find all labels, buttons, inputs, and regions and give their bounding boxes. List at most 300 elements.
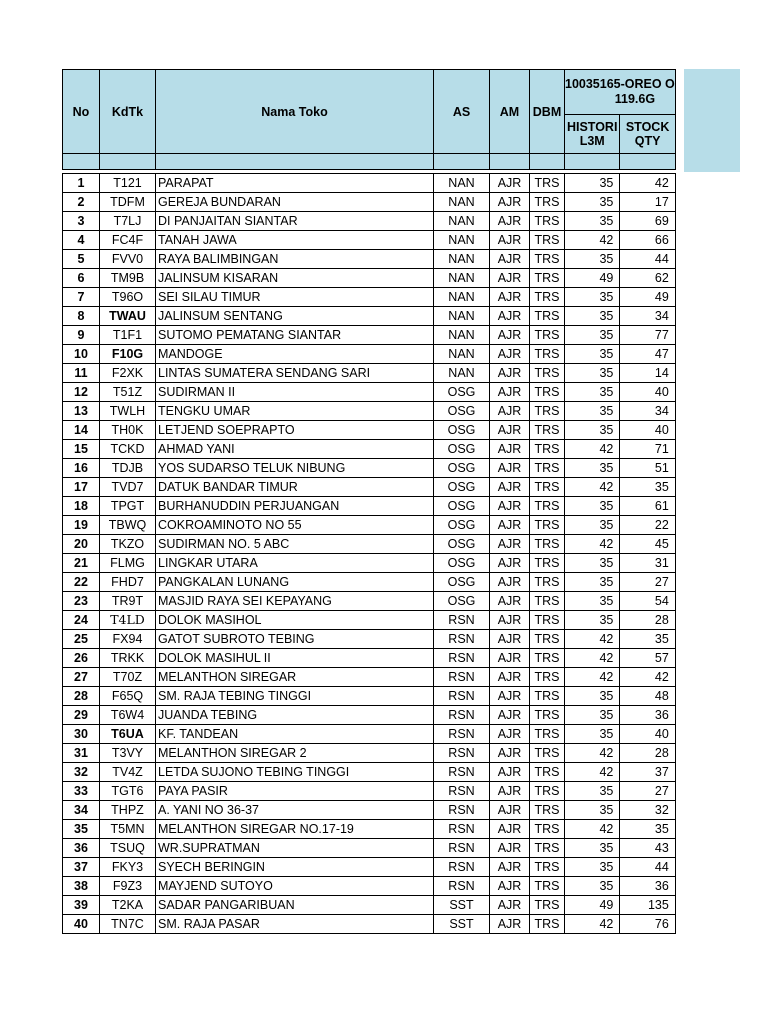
- row-number-cell[interactable]: 13: [63, 402, 100, 421]
- store-name-cell[interactable]: WR.SUPRATMAN: [156, 839, 434, 858]
- stock-qty-cell[interactable]: 22: [620, 516, 675, 535]
- store-code-cell[interactable]: TVD7: [100, 478, 156, 497]
- histori-l3m-cell[interactable]: 42: [565, 649, 620, 668]
- store-code-cell[interactable]: T6W4: [100, 706, 156, 725]
- stock-qty-cell[interactable]: 61: [620, 497, 675, 516]
- stock-qty-cell[interactable]: 42: [620, 668, 675, 687]
- dbm-cell[interactable]: TRS: [530, 858, 565, 877]
- store-code-cell[interactable]: TBWQ: [100, 516, 156, 535]
- store-name-cell[interactable]: SUDIRMAN NO. 5 ABC: [156, 535, 434, 554]
- as-cell[interactable]: RSN: [434, 649, 490, 668]
- store-code-cell[interactable]: T5MN: [100, 820, 156, 839]
- dbm-cell[interactable]: TRS: [530, 535, 565, 554]
- row-number-cell[interactable]: 21: [63, 554, 100, 573]
- row-number-cell[interactable]: 27: [63, 668, 100, 687]
- as-cell[interactable]: RSN: [434, 801, 490, 820]
- table-row[interactable]: [63, 231, 676, 250]
- row-number-cell[interactable]: 7: [63, 288, 100, 307]
- stock-qty-cell[interactable]: 43: [620, 839, 675, 858]
- am-cell[interactable]: AJR: [490, 668, 530, 687]
- dbm-cell[interactable]: TRS: [530, 839, 565, 858]
- stock-qty-cell[interactable]: 28: [620, 744, 675, 763]
- stock-qty-cell[interactable]: 35: [620, 478, 675, 497]
- as-cell[interactable]: RSN: [434, 782, 490, 801]
- store-code-cell[interactable]: TDJB: [100, 459, 156, 478]
- store-code-cell[interactable]: TKZO: [100, 535, 156, 554]
- histori-l3m-cell[interactable]: 35: [565, 839, 620, 858]
- am-cell[interactable]: AJR: [490, 345, 530, 364]
- dbm-cell[interactable]: TRS: [530, 668, 565, 687]
- stock-qty-cell[interactable]: 42: [620, 174, 675, 193]
- as-cell[interactable]: NAN: [434, 288, 490, 307]
- table-row[interactable]: [63, 516, 676, 535]
- as-cell[interactable]: RSN: [434, 668, 490, 687]
- dbm-cell[interactable]: TRS: [530, 782, 565, 801]
- row-number-cell[interactable]: 6: [63, 269, 100, 288]
- stock-qty-cell[interactable]: 28: [620, 611, 675, 630]
- as-cell[interactable]: NAN: [434, 250, 490, 269]
- am-cell[interactable]: AJR: [490, 326, 530, 345]
- as-cell[interactable]: RSN: [434, 725, 490, 744]
- dbm-cell[interactable]: TRS: [530, 402, 565, 421]
- store-code-cell[interactable]: FHD7: [100, 573, 156, 592]
- dbm-cell[interactable]: TRS: [530, 421, 565, 440]
- table-row[interactable]: [63, 573, 676, 592]
- as-cell[interactable]: NAN: [434, 269, 490, 288]
- store-name-cell[interactable]: TENGKU UMAR: [156, 402, 434, 421]
- table-row[interactable]: [63, 896, 676, 915]
- row-number-cell[interactable]: 28: [63, 687, 100, 706]
- am-cell[interactable]: AJR: [490, 820, 530, 839]
- stock-qty-cell[interactable]: 32: [620, 801, 675, 820]
- as-cell[interactable]: NAN: [434, 326, 490, 345]
- as-cell[interactable]: NAN: [434, 174, 490, 193]
- as-cell[interactable]: RSN: [434, 744, 490, 763]
- stock-qty-cell[interactable]: 76: [620, 915, 675, 934]
- as-cell[interactable]: OSG: [434, 516, 490, 535]
- stock-qty-cell[interactable]: 17: [620, 193, 675, 212]
- am-cell[interactable]: AJR: [490, 288, 530, 307]
- dbm-cell[interactable]: TRS: [530, 877, 565, 896]
- table-row[interactable]: [63, 744, 676, 763]
- store-name-cell[interactable]: DOLOK MASIHUL II: [156, 649, 434, 668]
- dbm-cell[interactable]: TRS: [530, 554, 565, 573]
- row-number-cell[interactable]: 33: [63, 782, 100, 801]
- am-cell[interactable]: AJR: [490, 915, 530, 934]
- as-cell[interactable]: RSN: [434, 630, 490, 649]
- histori-l3m-cell[interactable]: 35: [565, 193, 620, 212]
- stock-qty-cell[interactable]: 35: [620, 820, 675, 839]
- store-code-cell[interactable]: TWLH: [100, 402, 156, 421]
- dbm-cell[interactable]: TRS: [530, 611, 565, 630]
- stock-qty-cell[interactable]: 49: [620, 288, 675, 307]
- as-cell[interactable]: RSN: [434, 706, 490, 725]
- store-name-cell[interactable]: JUANDA TEBING: [156, 706, 434, 725]
- dbm-cell[interactable]: TRS: [530, 516, 565, 535]
- dbm-cell[interactable]: TRS: [530, 497, 565, 516]
- row-number-cell[interactable]: 25: [63, 630, 100, 649]
- as-cell[interactable]: SST: [434, 896, 490, 915]
- store-code-cell[interactable]: FKY3: [100, 858, 156, 877]
- row-number-cell[interactable]: 1: [63, 174, 100, 193]
- stock-qty-cell[interactable]: 45: [620, 535, 675, 554]
- histori-l3m-cell[interactable]: 35: [565, 326, 620, 345]
- stock-qty-cell[interactable]: 135: [620, 896, 675, 915]
- store-code-cell[interactable]: THPZ: [100, 801, 156, 820]
- dbm-cell[interactable]: TRS: [530, 212, 565, 231]
- histori-l3m-cell[interactable]: 35: [565, 573, 620, 592]
- store-name-cell[interactable]: A. YANI NO 36-37: [156, 801, 434, 820]
- table-row[interactable]: [63, 858, 676, 877]
- table-row[interactable]: [63, 174, 676, 193]
- histori-l3m-cell[interactable]: 35: [565, 459, 620, 478]
- stock-qty-cell[interactable]: 51: [620, 459, 675, 478]
- histori-l3m-cell[interactable]: 42: [565, 668, 620, 687]
- as-cell[interactable]: OSG: [434, 592, 490, 611]
- store-code-cell[interactable]: FLMG: [100, 554, 156, 573]
- store-name-cell[interactable]: SADAR PANGARIBUAN: [156, 896, 434, 915]
- histori-l3m-cell[interactable]: 35: [565, 402, 620, 421]
- store-name-cell[interactable]: GEREJA BUNDARAN: [156, 193, 434, 212]
- store-code-cell[interactable]: TDFM: [100, 193, 156, 212]
- store-code-cell[interactable]: T121: [100, 174, 156, 193]
- as-cell[interactable]: RSN: [434, 839, 490, 858]
- row-number-cell[interactable]: 23: [63, 592, 100, 611]
- dbm-cell[interactable]: TRS: [530, 193, 565, 212]
- store-code-cell[interactable]: TM9B: [100, 269, 156, 288]
- am-cell[interactable]: AJR: [490, 573, 530, 592]
- table-row[interactable]: [63, 630, 676, 649]
- stock-qty-cell[interactable]: 35: [620, 630, 675, 649]
- store-name-cell[interactable]: PARAPAT: [156, 174, 434, 193]
- histori-l3m-cell[interactable]: 42: [565, 915, 620, 934]
- histori-l3m-cell[interactable]: 35: [565, 345, 620, 364]
- am-cell[interactable]: AJR: [490, 611, 530, 630]
- histori-l3m-cell[interactable]: 35: [565, 516, 620, 535]
- stock-qty-cell[interactable]: 36: [620, 877, 675, 896]
- stock-qty-cell[interactable]: 57: [620, 649, 675, 668]
- as-cell[interactable]: RSN: [434, 687, 490, 706]
- am-cell[interactable]: AJR: [490, 364, 530, 383]
- store-code-cell[interactable]: TSUQ: [100, 839, 156, 858]
- stock-qty-cell[interactable]: 71: [620, 440, 675, 459]
- row-number-cell[interactable]: 18: [63, 497, 100, 516]
- store-name-cell[interactable]: SM. RAJA TEBING TINGGI: [156, 687, 434, 706]
- stock-qty-cell[interactable]: 40: [620, 421, 675, 440]
- store-name-cell[interactable]: SEI SILAU TIMUR: [156, 288, 434, 307]
- am-cell[interactable]: AJR: [490, 250, 530, 269]
- table-row[interactable]: [63, 383, 676, 402]
- store-code-cell[interactable]: T51Z: [100, 383, 156, 402]
- dbm-cell[interactable]: TRS: [530, 915, 565, 934]
- as-cell[interactable]: OSG: [434, 554, 490, 573]
- store-name-cell[interactable]: SM. RAJA PASAR: [156, 915, 434, 934]
- as-cell[interactable]: OSG: [434, 459, 490, 478]
- table-row[interactable]: [63, 649, 676, 668]
- am-cell[interactable]: AJR: [490, 421, 530, 440]
- row-number-cell[interactable]: 30: [63, 725, 100, 744]
- am-cell[interactable]: AJR: [490, 193, 530, 212]
- dbm-cell[interactable]: TRS: [530, 269, 565, 288]
- stock-qty-cell[interactable]: 36: [620, 706, 675, 725]
- row-number-cell[interactable]: 9: [63, 326, 100, 345]
- dbm-cell[interactable]: TRS: [530, 440, 565, 459]
- as-cell[interactable]: OSG: [434, 573, 490, 592]
- am-cell[interactable]: AJR: [490, 782, 530, 801]
- stock-qty-cell[interactable]: 40: [620, 383, 675, 402]
- store-name-cell[interactable]: PANGKALAN LUNANG: [156, 573, 434, 592]
- store-code-cell[interactable]: TR9T: [100, 592, 156, 611]
- table-row[interactable]: [63, 820, 676, 839]
- table-row[interactable]: [63, 345, 676, 364]
- dbm-cell[interactable]: TRS: [530, 592, 565, 611]
- table-row[interactable]: [63, 212, 676, 231]
- table-row[interactable]: [63, 288, 676, 307]
- store-code-cell[interactable]: TGT6: [100, 782, 156, 801]
- stock-qty-cell[interactable]: 31: [620, 554, 675, 573]
- table-row[interactable]: [63, 535, 676, 554]
- am-cell[interactable]: AJR: [490, 459, 530, 478]
- stock-qty-cell[interactable]: 27: [620, 782, 675, 801]
- histori-l3m-cell[interactable]: 35: [565, 725, 620, 744]
- as-cell[interactable]: SST: [434, 915, 490, 934]
- as-cell[interactable]: RSN: [434, 820, 490, 839]
- dbm-cell[interactable]: TRS: [530, 820, 565, 839]
- am-cell[interactable]: AJR: [490, 383, 530, 402]
- histori-l3m-cell[interactable]: 35: [565, 706, 620, 725]
- row-number-cell[interactable]: 37: [63, 858, 100, 877]
- dbm-cell[interactable]: TRS: [530, 649, 565, 668]
- am-cell[interactable]: AJR: [490, 554, 530, 573]
- dbm-cell[interactable]: TRS: [530, 478, 565, 497]
- row-number-cell[interactable]: 40: [63, 915, 100, 934]
- store-code-cell[interactable]: F9Z3: [100, 877, 156, 896]
- store-code-cell[interactable]: FC4F: [100, 231, 156, 250]
- as-cell[interactable]: OSG: [434, 440, 490, 459]
- store-name-cell[interactable]: DI PANJAITAN SIANTAR: [156, 212, 434, 231]
- dbm-cell[interactable]: TRS: [530, 459, 565, 478]
- row-number-cell[interactable]: 3: [63, 212, 100, 231]
- table-row[interactable]: [63, 440, 676, 459]
- histori-l3m-cell[interactable]: 42: [565, 744, 620, 763]
- store-name-cell[interactable]: KF. TANDEAN: [156, 725, 434, 744]
- store-code-cell[interactable]: TPGT: [100, 497, 156, 516]
- stock-qty-cell[interactable]: 34: [620, 402, 675, 421]
- am-cell[interactable]: AJR: [490, 212, 530, 231]
- dbm-cell[interactable]: TRS: [530, 307, 565, 326]
- store-code-cell[interactable]: F10G: [100, 345, 156, 364]
- dbm-cell[interactable]: TRS: [530, 345, 565, 364]
- histori-l3m-cell[interactable]: 35: [565, 687, 620, 706]
- store-name-cell[interactable]: YOS SUDARSO TELUK NIBUNG: [156, 459, 434, 478]
- am-cell[interactable]: AJR: [490, 649, 530, 668]
- stock-qty-cell[interactable]: 47: [620, 345, 675, 364]
- table-row[interactable]: [63, 687, 676, 706]
- am-cell[interactable]: AJR: [490, 440, 530, 459]
- row-number-cell[interactable]: 24: [63, 611, 100, 630]
- store-name-cell[interactable]: BURHANUDDIN PERJUANGAN: [156, 497, 434, 516]
- dbm-cell[interactable]: TRS: [530, 725, 565, 744]
- store-code-cell[interactable]: FVV0: [100, 250, 156, 269]
- as-cell[interactable]: OSG: [434, 402, 490, 421]
- histori-l3m-cell[interactable]: 49: [565, 896, 620, 915]
- am-cell[interactable]: AJR: [490, 174, 530, 193]
- row-number-cell[interactable]: 8: [63, 307, 100, 326]
- table-row[interactable]: [63, 459, 676, 478]
- store-code-cell[interactable]: T1F1: [100, 326, 156, 345]
- table-row[interactable]: [63, 421, 676, 440]
- stock-qty-cell[interactable]: 37: [620, 763, 675, 782]
- as-cell[interactable]: OSG: [434, 478, 490, 497]
- as-cell[interactable]: OSG: [434, 497, 490, 516]
- row-number-cell[interactable]: 5: [63, 250, 100, 269]
- histori-l3m-cell[interactable]: 35: [565, 288, 620, 307]
- stock-qty-cell[interactable]: 62: [620, 269, 675, 288]
- table-row[interactable]: [63, 497, 676, 516]
- store-name-cell[interactable]: DATUK BANDAR TIMUR: [156, 478, 434, 497]
- histori-l3m-cell[interactable]: 35: [565, 212, 620, 231]
- dbm-cell[interactable]: TRS: [530, 801, 565, 820]
- histori-l3m-cell[interactable]: 35: [565, 554, 620, 573]
- store-name-cell[interactable]: MELANTHON SIREGAR 2: [156, 744, 434, 763]
- store-name-cell[interactable]: RAYA BALIMBINGAN: [156, 250, 434, 269]
- store-name-cell[interactable]: SUTOMO PEMATANG SIANTAR: [156, 326, 434, 345]
- store-name-cell[interactable]: DOLOK MASIHOL: [156, 611, 434, 630]
- as-cell[interactable]: NAN: [434, 345, 490, 364]
- histori-l3m-cell[interactable]: 35: [565, 497, 620, 516]
- store-code-cell[interactable]: T96O: [100, 288, 156, 307]
- as-cell[interactable]: NAN: [434, 364, 490, 383]
- dbm-cell[interactable]: TRS: [530, 763, 565, 782]
- am-cell[interactable]: AJR: [490, 706, 530, 725]
- store-name-cell[interactable]: LINTAS SUMATERA SENDANG SARI: [156, 364, 434, 383]
- stock-qty-cell[interactable]: 48: [620, 687, 675, 706]
- store-code-cell[interactable]: T7LJ: [100, 212, 156, 231]
- dbm-cell[interactable]: TRS: [530, 383, 565, 402]
- store-name-cell[interactable]: MELANTHON SIREGAR NO.17-19: [156, 820, 434, 839]
- as-cell[interactable]: OSG: [434, 421, 490, 440]
- stock-qty-cell[interactable]: 14: [620, 364, 675, 383]
- store-code-cell[interactable]: TV4Z: [100, 763, 156, 782]
- dbm-cell[interactable]: TRS: [530, 573, 565, 592]
- store-code-cell[interactable]: F2XK: [100, 364, 156, 383]
- histori-l3m-cell[interactable]: 42: [565, 231, 620, 250]
- table-row[interactable]: [63, 193, 676, 212]
- stock-qty-cell[interactable]: 44: [620, 250, 675, 269]
- store-code-cell[interactable]: TCKD: [100, 440, 156, 459]
- table-row[interactable]: [63, 782, 676, 801]
- store-code-cell[interactable]: TN7C: [100, 915, 156, 934]
- store-name-cell[interactable]: LETDA SUJONO TEBING TINGGI: [156, 763, 434, 782]
- row-number-cell[interactable]: 31: [63, 744, 100, 763]
- store-code-cell[interactable]: F65Q: [100, 687, 156, 706]
- row-number-cell[interactable]: 10: [63, 345, 100, 364]
- store-code-cell[interactable]: T6UA: [100, 725, 156, 744]
- row-number-cell[interactable]: 12: [63, 383, 100, 402]
- histori-l3m-cell[interactable]: 42: [565, 478, 620, 497]
- am-cell[interactable]: AJR: [490, 801, 530, 820]
- table-row[interactable]: [63, 839, 676, 858]
- store-code-cell[interactable]: FX94: [100, 630, 156, 649]
- table-row[interactable]: [63, 877, 676, 896]
- as-cell[interactable]: NAN: [434, 193, 490, 212]
- store-name-cell[interactable]: COKROAMINOTO NO 55: [156, 516, 434, 535]
- histori-l3m-cell[interactable]: 35: [565, 307, 620, 326]
- store-code-cell[interactable]: T4LD: [100, 611, 156, 630]
- as-cell[interactable]: RSN: [434, 763, 490, 782]
- am-cell[interactable]: AJR: [490, 535, 530, 554]
- row-number-cell[interactable]: 17: [63, 478, 100, 497]
- row-number-cell[interactable]: 29: [63, 706, 100, 725]
- as-cell[interactable]: NAN: [434, 307, 490, 326]
- as-cell[interactable]: RSN: [434, 611, 490, 630]
- table-row[interactable]: [63, 326, 676, 345]
- histori-l3m-cell[interactable]: 35: [565, 858, 620, 877]
- histori-l3m-cell[interactable]: 35: [565, 421, 620, 440]
- row-number-cell[interactable]: 15: [63, 440, 100, 459]
- am-cell[interactable]: AJR: [490, 896, 530, 915]
- table-row[interactable]: [63, 592, 676, 611]
- histori-l3m-cell[interactable]: 35: [565, 383, 620, 402]
- am-cell[interactable]: AJR: [490, 402, 530, 421]
- histori-l3m-cell[interactable]: 35: [565, 782, 620, 801]
- store-name-cell[interactable]: MAYJEND SUTOYO: [156, 877, 434, 896]
- dbm-cell[interactable]: TRS: [530, 174, 565, 193]
- stock-qty-cell[interactable]: 40: [620, 725, 675, 744]
- store-code-cell[interactable]: T3VY: [100, 744, 156, 763]
- stock-qty-cell[interactable]: 66: [620, 231, 675, 250]
- row-number-cell[interactable]: 34: [63, 801, 100, 820]
- stock-qty-cell[interactable]: 69: [620, 212, 675, 231]
- store-name-cell[interactable]: MANDOGE: [156, 345, 434, 364]
- am-cell[interactable]: AJR: [490, 231, 530, 250]
- store-name-cell[interactable]: MASJID RAYA SEI KEPAYANG: [156, 592, 434, 611]
- histori-l3m-cell[interactable]: 42: [565, 630, 620, 649]
- store-name-cell[interactable]: SYECH BERINGIN: [156, 858, 434, 877]
- histori-l3m-cell[interactable]: 35: [565, 250, 620, 269]
- histori-l3m-cell[interactable]: 35: [565, 611, 620, 630]
- store-code-cell[interactable]: T70Z: [100, 668, 156, 687]
- store-name-cell[interactable]: GATOT SUBROTO TEBING: [156, 630, 434, 649]
- row-number-cell[interactable]: 16: [63, 459, 100, 478]
- am-cell[interactable]: AJR: [490, 592, 530, 611]
- table-row[interactable]: [63, 307, 676, 326]
- stock-qty-cell[interactable]: 44: [620, 858, 675, 877]
- am-cell[interactable]: AJR: [490, 839, 530, 858]
- store-code-cell[interactable]: T2KA: [100, 896, 156, 915]
- table-row[interactable]: [63, 915, 676, 934]
- table-row[interactable]: [63, 706, 676, 725]
- dbm-cell[interactable]: TRS: [530, 364, 565, 383]
- am-cell[interactable]: AJR: [490, 630, 530, 649]
- store-name-cell[interactable]: MELANTHON SIREGAR: [156, 668, 434, 687]
- am-cell[interactable]: AJR: [490, 269, 530, 288]
- dbm-cell[interactable]: TRS: [530, 326, 565, 345]
- histori-l3m-cell[interactable]: 42: [565, 820, 620, 839]
- dbm-cell[interactable]: TRS: [530, 687, 565, 706]
- row-number-cell[interactable]: 38: [63, 877, 100, 896]
- store-code-cell[interactable]: TRKK: [100, 649, 156, 668]
- histori-l3m-cell[interactable]: 42: [565, 535, 620, 554]
- am-cell[interactable]: AJR: [490, 687, 530, 706]
- histori-l3m-cell[interactable]: 35: [565, 174, 620, 193]
- store-name-cell[interactable]: JALINSUM KISARAN: [156, 269, 434, 288]
- dbm-cell[interactable]: TRS: [530, 231, 565, 250]
- dbm-cell[interactable]: TRS: [530, 896, 565, 915]
- row-number-cell[interactable]: 20: [63, 535, 100, 554]
- dbm-cell[interactable]: TRS: [530, 744, 565, 763]
- dbm-cell[interactable]: TRS: [530, 630, 565, 649]
